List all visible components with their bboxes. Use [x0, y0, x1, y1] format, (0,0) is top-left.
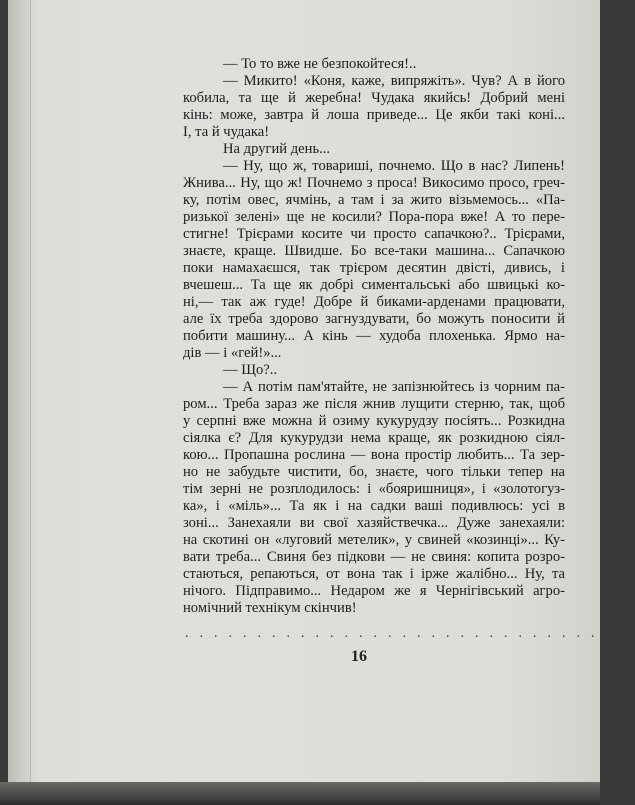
- page-number: 16: [351, 648, 367, 665]
- text-line: — А потім пам'ятайте, не запізнюйтесь із чорним па-: [223, 379, 565, 395]
- text-line: — То то вже не безпокойтеся!..: [223, 56, 417, 72]
- text-line: номічний технікум скінчив!: [183, 600, 357, 616]
- text-line: знаєте, краще. Швидше. Бо все-таки машина... Сапачкою: [183, 243, 565, 259]
- text-line: на скотині он «луговий метелик», у свиней «козинці»... Ку-: [183, 532, 565, 548]
- text-line: але їх треба здорово загнуздувати, бо можуть поносити й: [183, 311, 565, 327]
- text-line: вчешеш... Та ще як добрі симентальські або швицькі ко-: [183, 277, 565, 293]
- text-line: сіялка є? Для кукурудзи нема краще, як розкидною сіял-: [183, 430, 565, 446]
- dotted-separator: ...............................: [185, 626, 635, 641]
- text-line: кінь: може, завтра й лоша приведе... Це якби такі коні...: [183, 107, 565, 123]
- text-line: — Що?..: [223, 362, 278, 378]
- text-line: вати треба... Свиня без підкови — не свиня: копита розро-: [183, 549, 565, 565]
- text-line: ні,— так аж гуде! Добре й биками-арденами працювати,: [183, 294, 565, 310]
- text-line: кою... Пропашна рослина — вона простір любить... Та зер-: [183, 447, 565, 463]
- text-line: ка», і «міль»... Та як і на садки ваші подивлюсь: усі в: [183, 498, 565, 514]
- text-line: І, та й чудака!: [183, 124, 270, 140]
- text-line: у серпні вже можна й озиму кукурудзу посіять... Розкидна: [183, 413, 565, 429]
- text-line: тім зерні не розплодилось: і «бояришниця», і «золотогуз-: [183, 481, 565, 497]
- text-line: ром... Треба зараз же після жнив лущити стерню, так, щоб: [183, 396, 565, 412]
- text-line: стигне! Трієрами косите чи просто сапачкою?.. Трієрами,: [183, 226, 565, 242]
- text-line: — Микито! «Коня, каже, випряжіть». Чув? А в його: [223, 73, 565, 89]
- text-line: — Ну, що ж, товариші, почнемо. Що в нас? Липень!: [223, 158, 565, 174]
- text-line: Жнива... Ну, що ж! Почнемо з проса! Викосимо просо, греч-: [183, 175, 565, 191]
- text-line: кобила, та ще й жеребна! Чудака якийсь! Добрий мені: [183, 90, 565, 106]
- text-line: дів — і «гей!»...: [183, 345, 282, 361]
- text-line: поки намахаєшся, так трієром десятин двісті, дивись, і: [183, 260, 565, 276]
- text-line: нічого. Підправимо... Недаром же я Чернігівський агро-: [183, 583, 565, 599]
- scan-bottom-edge: [0, 782, 600, 805]
- page-fold-edge: [8, 0, 31, 790]
- text-line: ризької зелені» ще не косили? Пора-пора вже! А то пере-: [183, 209, 565, 225]
- text-line: но не забудьте чистити, бо, знаєте, чого тільки тепер на: [183, 464, 565, 480]
- text-line: стаються, репаються, от вона так і ірже жалібно... Ну, та: [183, 566, 565, 582]
- body-text: [183, 56, 565, 617]
- text-line: На другий день...: [223, 141, 331, 157]
- text-line: зоні... Занехаяли ви свої хазяйствечка... Дуже занехаяли:: [183, 515, 565, 531]
- text-line: побити машину... А кінь — худоба плохенька. Ярмо на-: [183, 328, 565, 344]
- text-line: ку, потім овес, ячмінь, а там і за жито візьмемось... «Па-: [183, 192, 565, 208]
